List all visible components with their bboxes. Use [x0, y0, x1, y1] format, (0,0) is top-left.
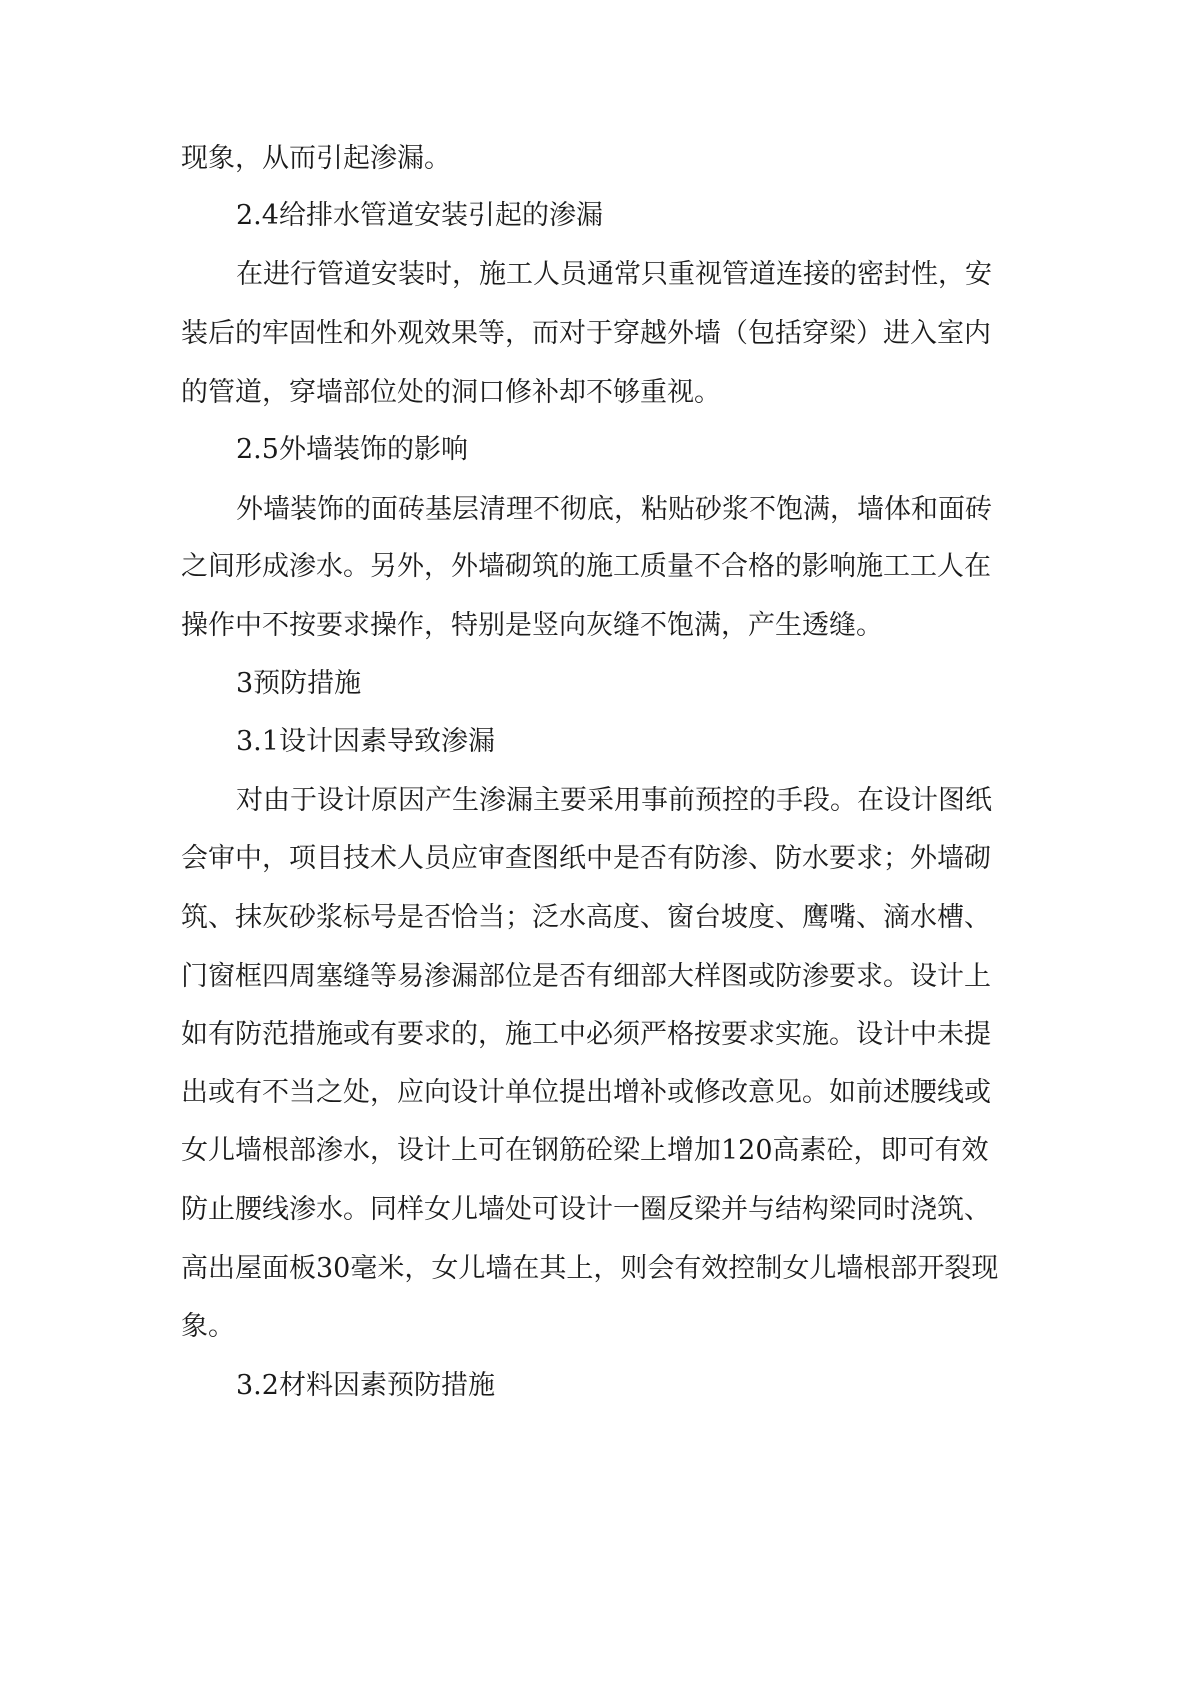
body-text-line: 门窗框四周塞缝等易渗漏部位是否有细部大样图或防渗要求。设计上 — [181, 961, 991, 992]
body-text-line: 会审中，项目技术人员应审查图纸中是否有防渗、防水要求；外墙砌 — [181, 843, 991, 874]
paragraph-first-line: 对由于设计原因产生渗漏主要采用事前预控的手段。在设计图纸 — [236, 785, 992, 816]
section-heading: 2.4给排水管道安装引起的渗漏 — [236, 200, 603, 231]
body-text-line: 出或有不当之处，应向设计单位提出增补或修改意见。如前述腰线或 — [181, 1077, 991, 1108]
body-text-line: 防止腰线渗水。同样女儿墙处可设计一圈反梁并与结构梁同时浇筑、 — [181, 1194, 991, 1225]
section-heading: 2.5外墙装饰的影响 — [236, 434, 468, 465]
paragraph-first-line: 在进行管道安装时，施工人员通常只重视管道连接的密封性，安 — [236, 259, 992, 290]
body-text-line: 的管道，穿墙部位处的洞口修补却不够重视。 — [181, 377, 721, 408]
body-text-line: 高出屋面板30毫米，女儿墙在其上，则会有效控制女儿墙根部开裂现 — [181, 1253, 999, 1284]
body-text-line: 筑、抹灰砂浆标号是否恰当；泛水高度、窗台坡度、鹰嘴、滴水槽、 — [181, 902, 991, 933]
section-heading: 3预防措施 — [236, 668, 362, 699]
body-text-line: 女儿墙根部渗水，设计上可在钢筋砼梁上增加120高素砼，即可有效 — [181, 1135, 989, 1166]
body-text-line: 装后的牢固性和外观效果等，而对于穿越外墙（包括穿梁）进入室内 — [181, 318, 991, 349]
body-text-line: 如有防范措施或有要求的，施工中必须严格按要求实施。设计中未提 — [181, 1019, 991, 1050]
body-text-line: 现象，从而引起渗漏。 — [181, 143, 451, 174]
section-heading: 3.1设计因素导致渗漏 — [236, 726, 495, 757]
section-heading: 3.2材料因素预防措施 — [236, 1370, 495, 1401]
body-text-line: 操作中不按要求操作，特别是竖向灰缝不饱满，产生透缝。 — [181, 610, 883, 641]
body-text-line: 象。 — [181, 1311, 235, 1342]
body-text-line: 之间形成渗水。另外，外墙砌筑的施工质量不合格的影响施工工人在 — [181, 551, 991, 582]
paragraph-first-line: 外墙装饰的面砖基层清理不彻底，粘贴砂浆不饱满，墙体和面砖 — [236, 494, 992, 525]
